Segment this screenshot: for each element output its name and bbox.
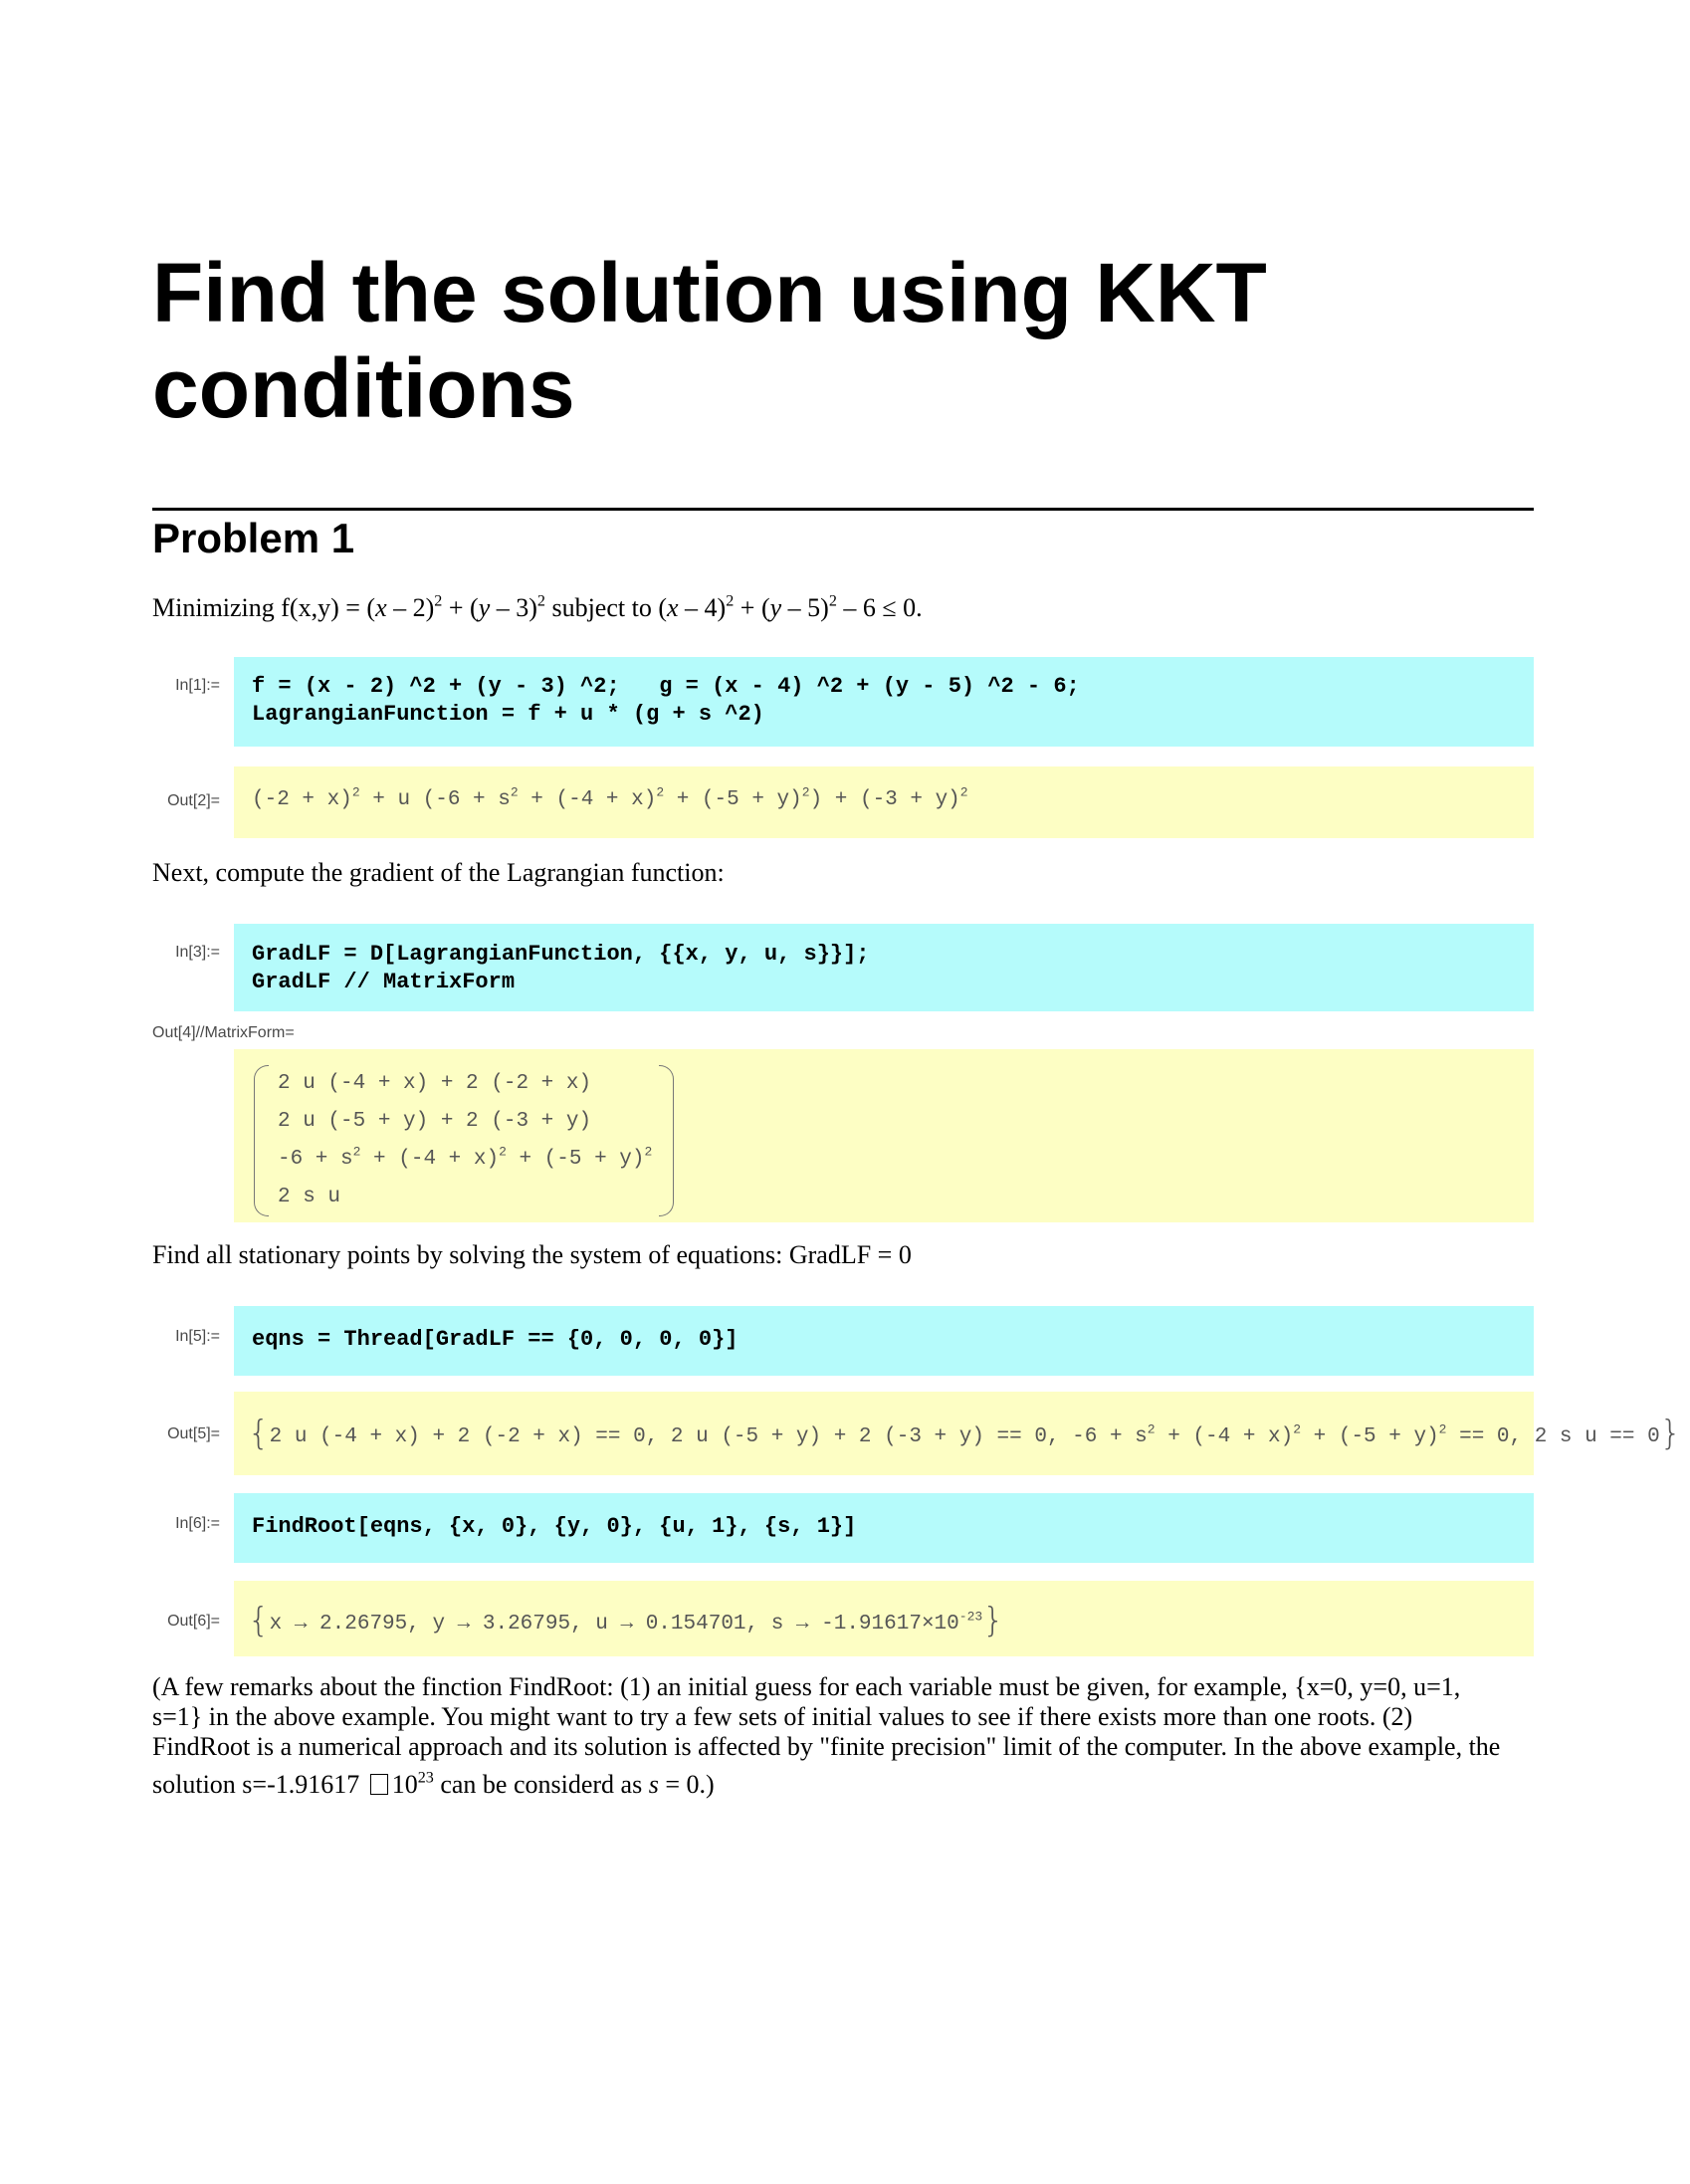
remarks-line: (A few remarks about the finction FindRoot: (1) an initial guess for each variable must be given, for example, {x=0, y=0, u=1, [152,1672,1461,1701]
code-line: GradLF = D[LagrangianFunction, {{x, y, u, s}}]; [252,942,870,967]
gradient-matrix [252,1065,676,1216]
output-cell-5[interactable] [234,1392,1682,1475]
var-y: y [769,593,782,622]
code-line: LagrangianFunction = f + u * (g + s ^2) [252,702,764,727]
var-x: x [667,593,679,622]
intro-text: + ( [442,593,479,622]
equations-list: {2 u (-4 + x) + 2 (-2 + x) == 0, 2 u (-5 + y) + 2 (-3 + y) == 0, $-6 + s^2 + (-4 + x)^2 + (-5 + y)^2 == 0$, 2 s u == 0} [248,1414,1682,1453]
in1-label: In[1]:= [175,677,220,694]
intro-text: – 6 ≤ 0. [836,593,923,622]
out4-label: Out[4]//MatrixForm= [152,1024,295,1041]
findroot-result: {x → 2.26795, y → 3.26795, u → 0.154701, $s \to -1.91617\times 10^{-23}$} [248,1601,1004,1640]
gradient-instruction: Next, compute the gradient of the Lagrangian function: [152,858,725,887]
input-cell-5[interactable] [234,1306,1534,1376]
code-line: f = (x - 2) ^2 + (y - 3) ^2; g = (x - 4) ^2 + (y - 5) ^2 - 6; [252,674,1080,699]
code-line: FindRoot[eqns, {x, 0}, {y, 0}, {u, 1}, {s, 1}] [252,1514,857,1539]
section-heading: Problem 1 [152,515,355,561]
code-line: GradLF // MatrixForm [252,970,516,994]
matrix-row: $-6 + s^2 + (-4 + x)^2 + (-5 + y)^2$ [278,1144,653,1171]
exponent: 2 [536,592,545,610]
input-cell-3[interactable] [234,924,1534,1011]
missing-glyph-box [370,1774,388,1795]
exponent: 2 [726,592,735,610]
stationary-points-instruction: Find all stationary points by solving the system of equations: GradLF = 0 [152,1240,912,1269]
intro-text: subject to ( [544,593,667,622]
out2-label: Out[2]= [167,792,220,809]
intro-text: Minimizing f(x,y) = ( [152,593,376,622]
page-title: Find the solution using KKT conditions [152,246,1267,435]
input-cell-6[interactable] [234,1493,1534,1563]
remarks-line: solution s=-1.91617 $10^{23}$ can be considerd as s = 0.) [152,1769,715,1799]
out6-label: Out[6]= [167,1613,220,1630]
exponent: 2 [828,592,837,610]
exponent: 2 [434,592,443,610]
code-line: eqns = Thread[GradLF == {0, 0, 0, 0}] [252,1327,739,1352]
remarks-paragraph [152,1672,1500,1800]
var-y: y [478,593,491,622]
intro-text: – 4) [678,593,727,622]
out5-label: Out[5]= [167,1425,220,1442]
output-expression: $(-2 + x)^2 + u$ $(-6 + s^2 + (-4 + x)^2 + (-5 + y)^2) + (-3 + y)^2$ [252,784,968,811]
section-divider [152,508,1534,511]
matrix-row: 2 s u [278,1186,341,1208]
intro-text: + ( [734,593,770,622]
intro-text: – 5) [781,593,829,622]
remarks-line: s=1} in the above example. You might want to try a few sets of initial values to see if there exists more than one roots. (2) [152,1702,1413,1731]
input-cell-1[interactable] [234,657,1534,747]
remarks-line: FindRoot is a numerical approach and its solution is affected by "finite precision" limit of the computer. In the above example, the [152,1732,1501,1761]
output-cell-2[interactable] [234,766,1534,838]
output-cell-6[interactable] [234,1581,1534,1656]
intro-text: – 2) [386,593,435,622]
matrix-row: 2 u (-4 + x) + 2 (-2 + x) [278,1072,592,1095]
right-paren [659,1065,674,1216]
in6-label: In[6]:= [175,1515,220,1532]
var-x: x [375,593,387,622]
problem-statement [152,593,923,623]
left-paren [254,1065,269,1216]
intro-text: – 3) [490,593,537,622]
in5-label: In[5]:= [175,1328,220,1345]
matrix-row: 2 u (-5 + y) + 2 (-3 + y) [278,1110,592,1133]
in3-label: In[3]:= [175,944,220,961]
output-cell-4[interactable] [234,1049,1534,1222]
